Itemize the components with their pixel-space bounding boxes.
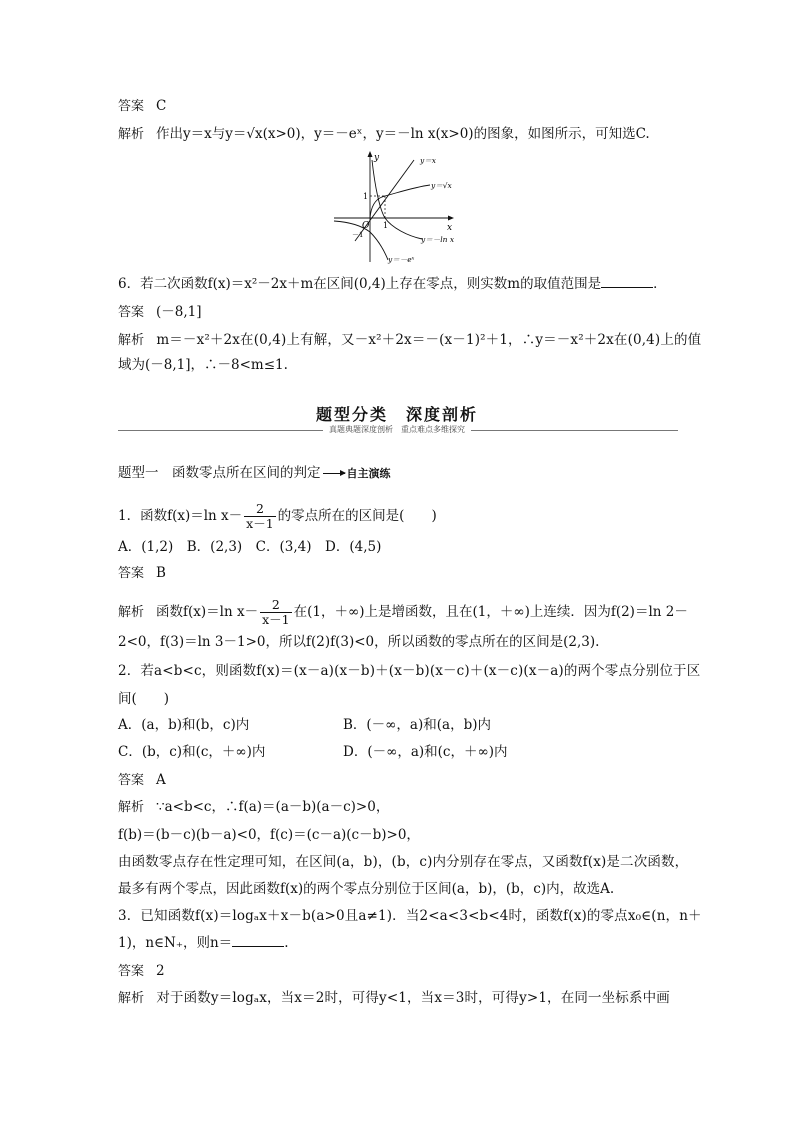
p3-analysis-1: 对于函数y＝logₐx，当x＝2时，可得y<1，当x＝3时，可得y>1，在同一坐标系中画 bbox=[156, 990, 670, 1006]
p2-answer-line bbox=[118, 771, 166, 790]
tick-x-1: 1 bbox=[383, 221, 389, 230]
q6-analysis-line-1 bbox=[118, 331, 701, 350]
analysis-label: 解析 bbox=[118, 605, 145, 620]
p1-stem-a: 1．函数f(x)＝ln x－ bbox=[118, 508, 243, 524]
p3-answer-blank bbox=[232, 934, 284, 947]
type1-heading bbox=[118, 464, 391, 483]
section-title: 题型分类 深度剖析 bbox=[315, 405, 478, 424]
p1-analysis-a: 函数f(x)＝ln x－ bbox=[156, 604, 259, 620]
y-axis-label: y bbox=[374, 153, 380, 163]
p3-answer-line bbox=[118, 962, 165, 981]
p2-stem-1-text: 2．若a<b<c，则函数f(x)＝(x－a)(x－b)＋(x－b)(x－c)＋(x－c)(x－a)的两个零点分别位于区 bbox=[118, 663, 701, 679]
p2-opt-c: C．(b，c)和(c，＋∞)内 bbox=[118, 744, 266, 760]
p2-opt-d: D．(－∞，a)和(c，＋∞)内 bbox=[343, 744, 508, 760]
p2-answer: A bbox=[156, 772, 166, 788]
p1-analysis-line-1 bbox=[118, 598, 688, 627]
p2-options-row-2 bbox=[118, 743, 678, 761]
arrow-icon bbox=[323, 473, 345, 474]
tick-y-1: 1 bbox=[363, 192, 369, 201]
label-y-sqrt-x: y＝√x bbox=[431, 181, 452, 190]
p2-analysis-line-3 bbox=[118, 853, 688, 871]
q6-answer: (－8,1] bbox=[156, 304, 202, 320]
p1-answer: B bbox=[156, 565, 166, 581]
q5-answer: C bbox=[156, 98, 167, 114]
function-graph bbox=[330, 148, 470, 266]
p1-options bbox=[118, 538, 381, 556]
p2-opt-b: B．(－∞，a)和(a，b)内 bbox=[343, 717, 491, 733]
q6-stem-text: 6．若二次函数f(x)＝x²－2x＋m在区间(0,4)上存在零点，则实数m的取值范围是 bbox=[118, 276, 602, 292]
p1-options-text: A．(1,2) B．(2,3) C．(3,4) D．(4,5) bbox=[118, 539, 382, 555]
p3-analysis-line-1 bbox=[118, 989, 670, 1008]
p2-analysis-line-1 bbox=[118, 798, 389, 817]
analysis-label: 解析 bbox=[118, 127, 145, 142]
answer-label: 答案 bbox=[118, 964, 145, 979]
p1-stem bbox=[118, 502, 437, 531]
p1-analysis-frac-den: x－1 bbox=[262, 612, 290, 627]
label-y-neg-exp: y＝－eˣ bbox=[388, 255, 415, 264]
p1-fraction bbox=[244, 502, 276, 531]
p3-stem-2 bbox=[118, 934, 288, 952]
p3-stem-1-text: 3．已知函数f(x)＝logₐx＋x－b(a>0且a≠1)．当2<a<3<b<4时，函数f(x)的零点x₀∈(n，n＋ bbox=[118, 908, 702, 924]
answer-label: 答案 bbox=[118, 305, 145, 320]
analysis-label: 解析 bbox=[118, 991, 145, 1006]
type1-tag: 自主演练 bbox=[346, 467, 391, 480]
p3-stem-2b: . bbox=[284, 935, 289, 951]
answer-label: 答案 bbox=[118, 566, 145, 581]
section-subtitle-text: 真题典题深度剖析 重点难点多维探究 bbox=[323, 425, 471, 434]
answer-label: 答案 bbox=[118, 99, 145, 114]
q5-analysis: 作出y＝x与y＝√x(x>0)，y＝－eˣ，y＝－ln x(x>0)的图象，如图所示，可知选C. bbox=[156, 126, 650, 142]
q6-answer-line bbox=[118, 303, 202, 322]
q6-analysis-1: m＝－x²＋2x在(0,4)上有解，又－x²＋2x＝－(x－1)²＋1，∴y＝－x²＋2x在(0,4)上的值 bbox=[156, 332, 702, 348]
p3-stem-1 bbox=[118, 907, 702, 925]
q6-analysis-2: 域为(－8,1]，∴－8<m≤1. bbox=[118, 357, 288, 373]
p1-analysis-frac-num: 2 bbox=[271, 597, 280, 612]
p1-analysis-fraction bbox=[260, 598, 292, 627]
p2-stem-2-text: 间( ) bbox=[118, 691, 170, 707]
p2-options-row-1 bbox=[118, 716, 678, 734]
type1-heading-text: 题型一 函数零点所在区间的判定 bbox=[118, 465, 321, 481]
p2-analysis-4: 最多有两个零点，因此函数f(x)的两个零点分别位于区间(a，b)，(b，c)内，故选A. bbox=[118, 881, 615, 897]
q5-analysis-line bbox=[118, 125, 650, 144]
p3-answer: 2 bbox=[156, 963, 165, 979]
origin-label: O bbox=[362, 221, 370, 231]
q5-answer-line bbox=[118, 97, 166, 116]
section-subtitle bbox=[0, 424, 794, 435]
x-axis-label: x bbox=[447, 223, 453, 233]
y-axis-arrow-icon bbox=[368, 151, 373, 157]
label-y-eq-x: y＝x bbox=[420, 156, 436, 165]
analysis-label: 解析 bbox=[118, 333, 145, 348]
p2-analysis-3: 由函数零点存在性定理可知，在区间(a，b)，(b，c)内分别存在零点，又函数f(x)是二次函数， bbox=[118, 854, 689, 870]
p2-stem-1 bbox=[118, 662, 700, 680]
q6-analysis-line-2 bbox=[118, 356, 288, 374]
x-axis-arrow-icon bbox=[448, 216, 454, 221]
tick-y-neg1: －1 bbox=[352, 231, 364, 239]
curve-y-neg-exp bbox=[334, 221, 388, 260]
analysis-label: 解析 bbox=[118, 800, 145, 815]
curve-y-neg-ln-x bbox=[372, 160, 422, 239]
p2-analysis-line-2 bbox=[118, 826, 420, 844]
p2-analysis-2: f(b)＝(b－c)(b－a)<0，f(c)＝(c－a)(c－b)>0， bbox=[118, 827, 420, 843]
p2-opt-a: A．(a，b)和(b，c)内 bbox=[118, 717, 250, 733]
p1-stem-b: 的零点所在的区间是( ) bbox=[277, 508, 437, 524]
p3-stem-2a: 1)，n∈N₊，则n＝ bbox=[118, 935, 233, 951]
p2-analysis-1: ∵a<b<c，∴f(a)＝(a－b)(a－c)>0， bbox=[156, 799, 390, 815]
p2-stem-2 bbox=[118, 690, 169, 708]
p2-analysis-line-4 bbox=[118, 880, 614, 898]
q6-stem-end: ． bbox=[653, 276, 667, 292]
p1-frac-num: 2 bbox=[255, 501, 264, 516]
p1-answer-line bbox=[118, 564, 166, 583]
label-y-neg-ln-x: y＝－ln x bbox=[421, 235, 455, 244]
q6-answer-blank bbox=[601, 275, 653, 288]
q6-stem bbox=[118, 275, 667, 293]
p1-analysis-line-2 bbox=[118, 633, 599, 651]
p1-analysis-2: 2<0，f(3)＝ln 3－1>0，所以f(2)f(3)<0，所以函数的零点所在的区间是(2,3). bbox=[118, 634, 600, 650]
p1-frac-den: x－1 bbox=[246, 516, 274, 531]
answer-label: 答案 bbox=[118, 773, 145, 788]
p1-analysis-b: 在(1，＋∞)上是增函数，且在(1，＋∞)上连续．因为f(2)＝ln 2－ bbox=[293, 604, 688, 620]
